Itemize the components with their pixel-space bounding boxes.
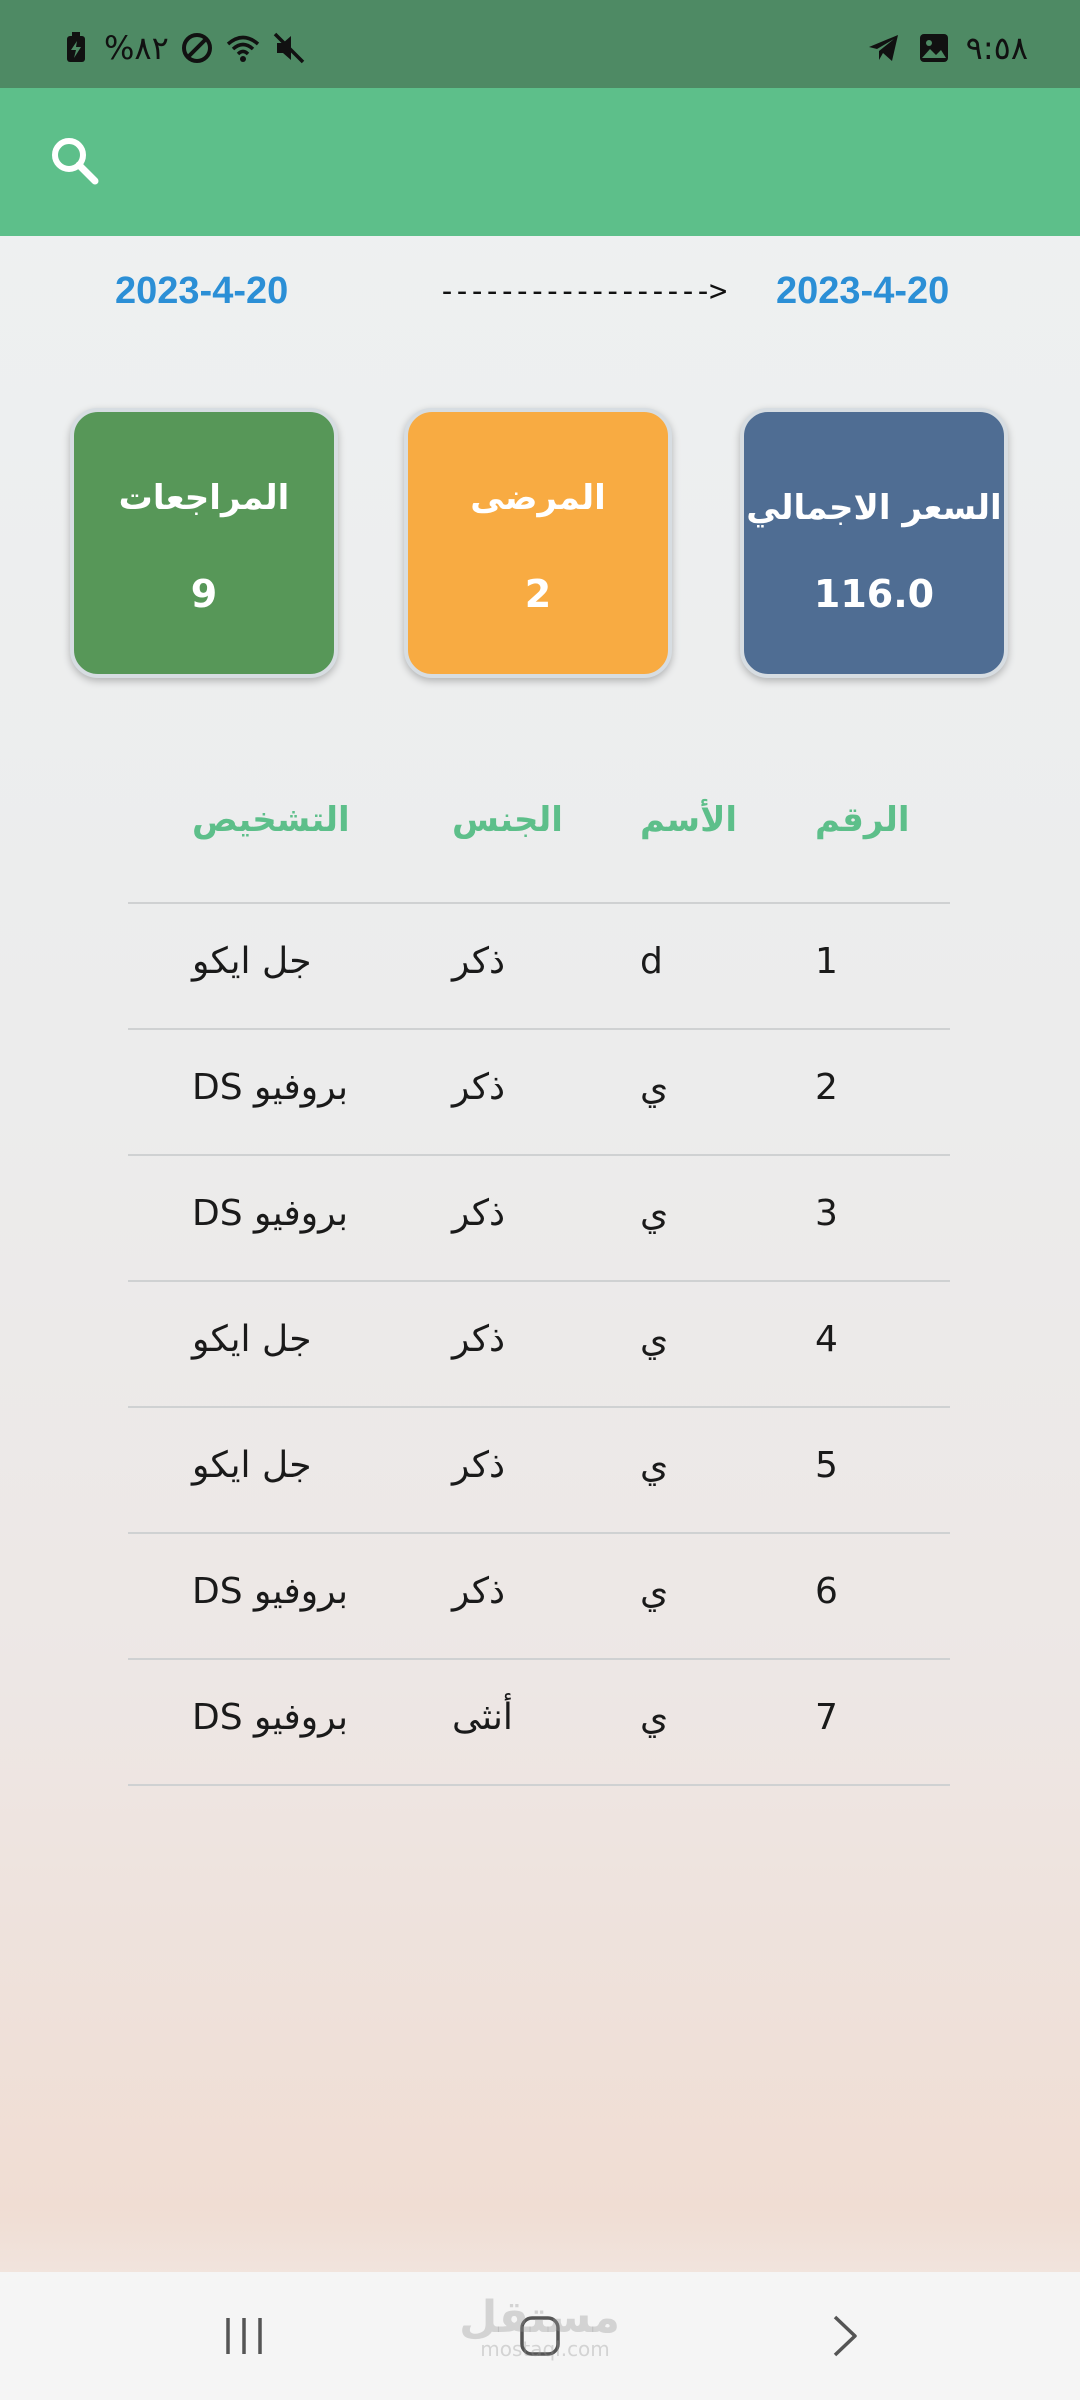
telegram-icon: [866, 30, 902, 66]
row-name: ي: [640, 1193, 669, 1234]
row-number: 1: [815, 941, 838, 982]
total-price-title: السعر الاجمالي: [746, 488, 1002, 528]
status-bar-left: [58, 30, 307, 66]
table-row[interactable]: [0, 903, 1080, 1029]
watermark-sub: mostaql.com: [480, 2337, 610, 2361]
header-gender: الجنس: [452, 800, 563, 840]
row-gender: ذكر: [452, 1319, 506, 1360]
table-row[interactable]: [0, 1029, 1080, 1155]
app-bar: [0, 88, 1080, 236]
date-to[interactable]: 2023-4-20: [776, 270, 950, 312]
back-button[interactable]: [820, 2304, 870, 2368]
row-diagnosis: بروفيو DS: [192, 1193, 348, 1234]
table-row[interactable]: [0, 1155, 1080, 1281]
row-gender: ذكر: [452, 1571, 506, 1612]
status-bar: [0, 0, 1080, 88]
date-range: [0, 270, 1080, 324]
table-row[interactable]: [0, 1659, 1080, 1785]
row-gender: ذكر: [452, 1445, 506, 1486]
row-gender: ذكر: [452, 1067, 506, 1108]
search-icon: [49, 135, 101, 187]
date-from[interactable]: 2023-4-20: [115, 270, 289, 312]
watermark: [459, 2292, 620, 2361]
patients-card: [404, 408, 672, 678]
clock: ٩:٥٨: [965, 29, 1028, 67]
status-bar-right: [866, 30, 1028, 66]
visits-value: 9: [190, 572, 218, 616]
row-gender: ذكر: [452, 941, 506, 982]
row-name: ي: [640, 1445, 669, 1486]
row-diagnosis: بروفيو DS: [192, 1067, 348, 1108]
wifi-icon: [225, 30, 261, 66]
battery-percent: %٨٢: [104, 29, 169, 67]
row-diagnosis: جل ايكو: [192, 941, 312, 982]
row-name: d: [640, 941, 663, 982]
row-number: 7: [815, 1697, 838, 1738]
row-diagnosis: بروفيو DS: [192, 1571, 348, 1612]
patients-value: 2: [524, 572, 552, 616]
gallery-icon: [916, 30, 952, 66]
back-icon: [830, 2313, 860, 2359]
row-name: ي: [640, 1571, 669, 1612]
visits-title: المراجعات: [118, 478, 290, 518]
patients-title: المرضى: [470, 478, 606, 518]
row-gender: أنثى: [452, 1697, 513, 1738]
watermark-text: مستقل: [459, 2292, 620, 2343]
header-number: الرقم: [815, 800, 910, 840]
do-not-disturb-icon: [179, 30, 215, 66]
row-number: 6: [815, 1571, 838, 1612]
table-row[interactable]: [0, 1407, 1080, 1533]
recent-apps-icon: [222, 2316, 266, 2356]
row-number: 2: [815, 1067, 838, 1108]
header-diagnosis: التشخيص: [192, 800, 350, 840]
total-price-card: [740, 408, 1008, 678]
search-button[interactable]: [42, 128, 108, 194]
divider: [128, 1784, 950, 1786]
row-name: ي: [640, 1697, 669, 1738]
row-number: 4: [815, 1319, 838, 1360]
row-diagnosis: بروفيو DS: [192, 1697, 348, 1738]
recent-apps-button[interactable]: [218, 2304, 270, 2368]
row-name: ي: [640, 1319, 669, 1360]
table-row[interactable]: [0, 1281, 1080, 1407]
mute-icon: [271, 30, 307, 66]
row-number: 3: [815, 1193, 838, 1234]
total-price-value: 116.0: [813, 572, 935, 616]
row-name: ي: [640, 1067, 669, 1108]
row-diagnosis: جل ايكو: [192, 1319, 312, 1360]
visits-card: [70, 408, 338, 678]
row-number: 5: [815, 1445, 838, 1486]
row-diagnosis: جل ايكو: [192, 1445, 312, 1486]
date-arrow: ------------------>: [438, 274, 725, 309]
header-name: الأسم: [640, 800, 738, 840]
row-gender: ذكر: [452, 1193, 506, 1234]
table-row[interactable]: [0, 1533, 1080, 1659]
battery-icon: [58, 30, 94, 66]
